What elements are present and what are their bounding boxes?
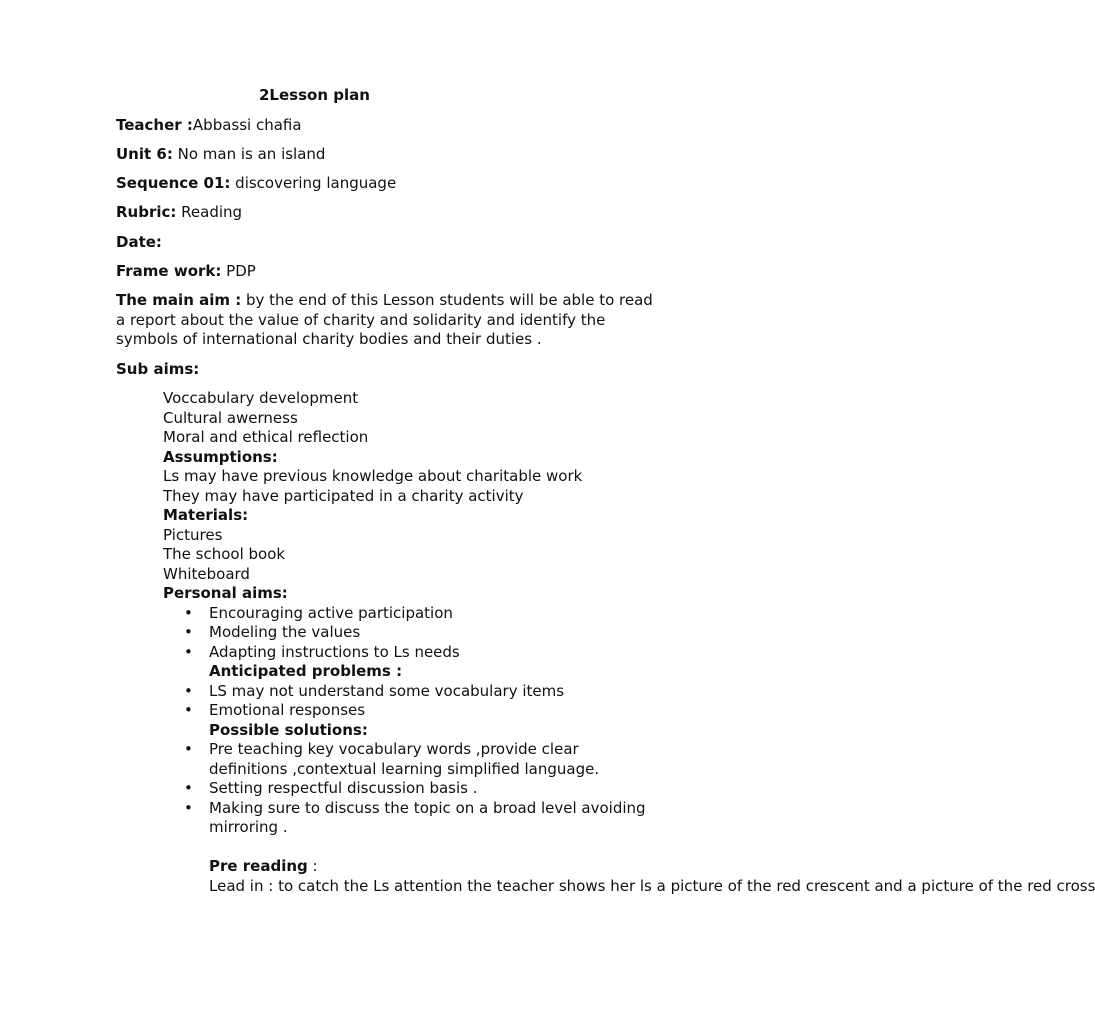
main-aim-paragraph (116, 291, 656, 350)
teacher-label: Teacher : (116, 116, 193, 134)
unit-label: Unit 6: (116, 145, 173, 163)
framework-value: PDP (221, 262, 256, 280)
bullet-icon: • (184, 798, 193, 817)
rubric-label: Rubric: (116, 203, 177, 221)
personal-aims-list (163, 604, 659, 663)
list-item: • Encouraging active participation (184, 603, 453, 622)
bullet-icon: • (184, 701, 193, 719)
list-item: • LS may not understand some vocabulary items (184, 681, 565, 700)
material-item: Pictures (163, 525, 223, 544)
sub-aim-item: Voccabulary development (163, 389, 359, 407)
assumptions-heading: Assumptions: (163, 447, 278, 466)
list-item: • Emotional responses (184, 701, 366, 719)
bullet-icon: • (184, 642, 193, 661)
bullet-icon: • (184, 779, 193, 797)
bullet-icon: • (184, 740, 193, 758)
list-item: • Modeling the values (184, 623, 361, 641)
date-label: Date: (116, 233, 162, 251)
sub-aim-item: Moral and ethical reflection (163, 428, 369, 446)
personal-aims-heading: Personal aims: (163, 584, 288, 602)
pre-reading-label: Pre reading (209, 857, 308, 875)
rubric-row (116, 203, 242, 223)
possible-solutions-heading: Possible solutions: (209, 720, 368, 739)
materials-heading: Materials: (163, 506, 249, 524)
solutions-list (163, 740, 659, 838)
unit-row (116, 145, 325, 165)
assumption-item: They may have participated in a charity activity (163, 486, 524, 505)
bullet-icon: • (184, 603, 193, 622)
sequence-row (116, 174, 396, 194)
sub-aim-item: Cultural awerness (163, 408, 298, 427)
material-item: The school book (163, 545, 286, 563)
list-item: • Making sure to discuss the topic on a broad level avoiding mirroring . (184, 798, 646, 836)
list-item: • Adapting instructions to Ls needs (184, 642, 460, 661)
sequence-value: discovering language (230, 174, 397, 192)
framework-label: Frame work: (116, 262, 222, 280)
problems-list (163, 682, 659, 721)
main-aim-label: The main aim : (116, 291, 242, 309)
document-title: 2Lesson plan (259, 86, 370, 104)
pre-reading-heading: Pre reading : (209, 857, 318, 875)
main-aim-text: by the end of this Lesson students will be able to read a report about the value of charity and solidarity and identify the symbols of international charity bodies and their duties . (116, 291, 653, 348)
sequence-label: Sequence 01: (116, 174, 231, 192)
bullet-icon: • (184, 623, 193, 641)
material-item: Whiteboard (163, 564, 250, 583)
teacher-value: Abbassi chafia (192, 116, 302, 134)
teacher-row (116, 116, 302, 136)
bullet-icon: • (184, 681, 193, 700)
anticipated-problems-heading: Anticipated problems : (209, 662, 403, 680)
assumption-item: Ls may have previous knowledge about charitable work (163, 467, 583, 485)
framework-row (116, 262, 256, 282)
lesson-details (163, 389, 1095, 896)
sub-aims-heading: Sub aims: (116, 360, 200, 378)
date-row (116, 233, 162, 253)
list-item: • Setting respectful discussion basis . (184, 779, 478, 797)
unit-value: No man is an island (172, 145, 326, 163)
pre-reading-text: Lead in : to catch the Ls attention the teacher shows her ls a picture of the red crescent and a picture of the red cross (209, 876, 1095, 895)
rubric-value: Reading (176, 203, 243, 221)
list-item: • Pre teaching key vocabulary words ,provide clear definitions ,contextual learning simplified language. (184, 740, 600, 778)
